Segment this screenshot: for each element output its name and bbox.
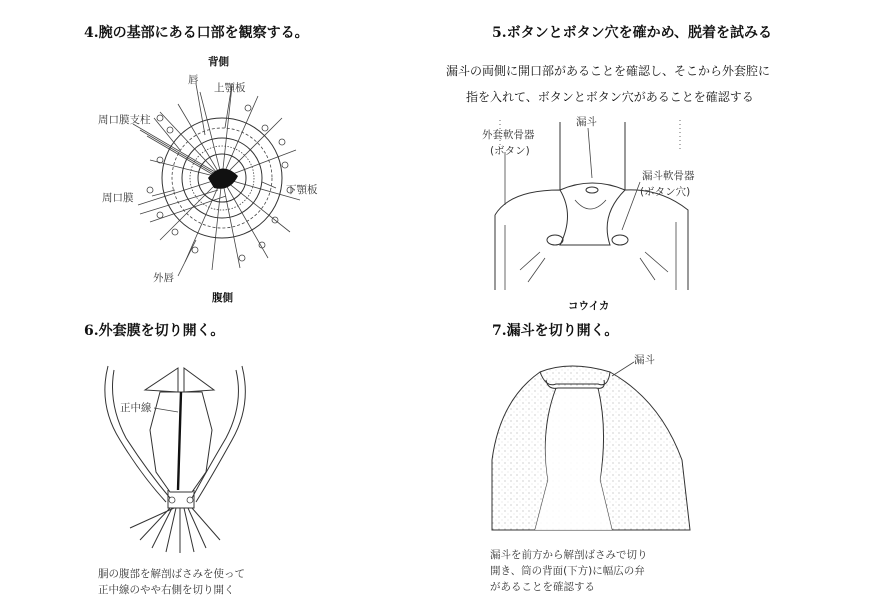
section-5-heading: 5.ボタンとボタン穴を確かめ、脱着を試みる bbox=[492, 25, 773, 41]
lower-jaw-label: 下顎板 bbox=[286, 184, 318, 196]
outer-lip-label: 外唇 bbox=[153, 272, 174, 284]
species-label: コウイカ bbox=[568, 300, 610, 312]
buttonhole-label: (ボタン穴) bbox=[640, 186, 691, 198]
section-6-caption-line-2: 正中線のやや右側を切り開く bbox=[98, 584, 235, 596]
dorsal-label: 背側 bbox=[208, 56, 229, 68]
section-7-caption-line-2: 開き、筒の背面(下方)に幅広の弁 bbox=[490, 565, 645, 577]
section-7-caption-line-1: 漏斗を前方から解剖ばさみで切り bbox=[490, 549, 648, 561]
section-6-heading: 6.外套膜を切り開く。 bbox=[84, 323, 225, 339]
mantle-cartilage-label: 外套軟骨器 bbox=[482, 129, 535, 141]
ventral-label: 腹側 bbox=[212, 292, 233, 304]
funnel-cut-label: 漏斗 bbox=[634, 354, 655, 366]
funnel-label: 漏斗 bbox=[576, 116, 597, 128]
peristomal-pillar-label: 周口膜支柱 bbox=[98, 114, 151, 126]
funnel-cartilage-label: 漏斗軟骨器 bbox=[642, 170, 695, 182]
peristomal-membrane-label: 周口膜 bbox=[102, 192, 134, 204]
lip-label: 唇 bbox=[188, 74, 199, 86]
button-label: (ボタン) bbox=[490, 145, 530, 157]
section-6-caption-line-1: 胴の腹部を解剖ばさみを使って bbox=[98, 568, 245, 580]
section-5-description-line-2: 指を入れて、ボタンとボタン穴があることを確認する bbox=[466, 90, 754, 104]
midline-label: 正中線 bbox=[120, 402, 152, 414]
upper-jaw-label: 上顎板 bbox=[214, 82, 246, 94]
section-5-description-line-1: 漏斗の両側に開口部があることを確認し、そこから外套腔に bbox=[446, 64, 771, 78]
section-4-heading: 4.腕の基部にある口部を観察する。 bbox=[84, 25, 309, 41]
section-7-caption-line-3: があることを確認する bbox=[490, 581, 595, 593]
section-7-heading: 7.漏斗を切り開く。 bbox=[492, 323, 619, 339]
